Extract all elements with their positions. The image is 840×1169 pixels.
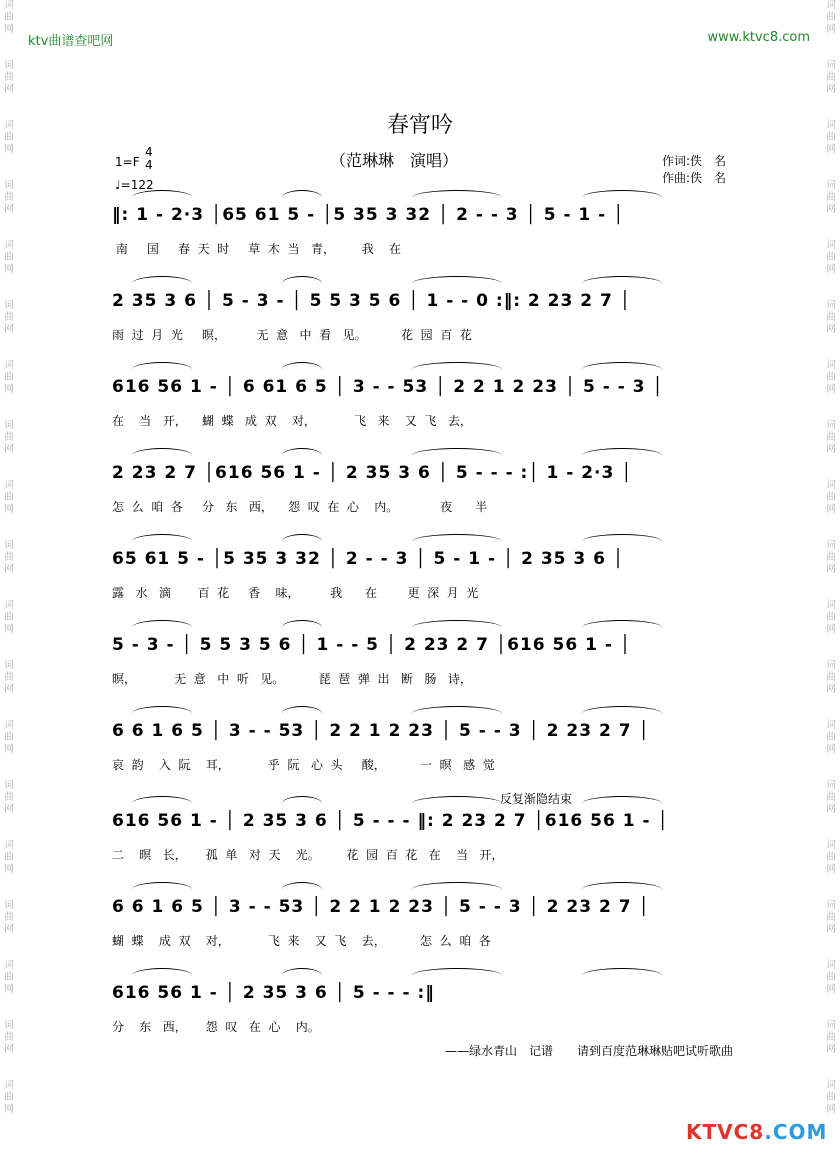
slur-mark <box>282 190 322 205</box>
watermark-right: 词 曲 网 词 曲 网 词 曲 网 词 曲 网 词 曲 网 词 曲 网 词 曲 网 词 曲 网 词 曲 网 词 曲 网 词 曲 网 词 曲 网 词 曲 网 词 曲 网 词 曲 网 词 曲 网 词 曲 网 词 曲 网 词 曲 网 <box>826 0 836 1115</box>
tempo-marking: ♩=122 <box>115 178 154 192</box>
song-performer: （范琳琳 演唱） <box>330 151 459 170</box>
time-signature <box>145 146 153 172</box>
notation-line: 65 61 5 - │5 35 3 32 │ 2 - - 3 │ 5 - 1 - │ 2 35 3 6 │ <box>112 549 625 569</box>
notation-line: 616 56 1 - │ 6 61 6 5 │ 3 - - 53 │ 2 2 1 2 23 │ 5 - - 3 │ <box>112 377 664 397</box>
site-url-link[interactable]: www.ktvc8.com <box>707 30 810 45</box>
slur-mark <box>132 968 192 983</box>
logo-part-b: .COM <box>764 1120 828 1144</box>
lyrics-line: 怎 么 咱 各 分 东 西， 怨 叹 在 心 内。 夜 半 <box>112 500 488 514</box>
slur-mark <box>412 190 502 205</box>
slur-mark <box>282 362 322 377</box>
slur-mark <box>412 968 502 983</box>
transcriber-footer: ——绿水青山 记谱 请到百度范琳琳贴吧试听歌曲 <box>445 1044 734 1058</box>
notation-line: 616 56 1 - │ 2 35 3 6 │ 5 - - - ‖: 2 23 2 7 │616 56 1 - │ <box>112 811 669 831</box>
slur-mark <box>132 362 192 377</box>
lyrics-line: 哀 韵 入 阮 耳， 乎 阮 心 头 酸， 一 暝 感 觉 <box>112 758 495 772</box>
slur-mark <box>282 620 322 635</box>
logo-part-a: KTVC8 <box>686 1120 765 1144</box>
slur-mark <box>282 968 322 983</box>
slur-mark <box>132 882 192 897</box>
slur-mark <box>132 706 192 721</box>
slur-mark <box>412 882 502 897</box>
lyrics-line: 二 暝 长， 孤 单 对 天 光。 花 园 百 花 在 当 开， <box>112 848 504 862</box>
slur-mark <box>582 796 662 811</box>
notation-line: 6 6 1 6 5 │ 3 - - 53 │ 2 2 1 2 23 │ 5 - - 3 │ 2 23 2 7 │ <box>112 721 650 741</box>
slur-mark <box>132 448 192 463</box>
slur-mark <box>282 706 322 721</box>
slur-mark <box>582 190 662 205</box>
notation-line: 5 - 3 - │ 5 5 3 5 6 │ 1 - - 5 │ 2 23 2 7 │616 56 1 - │ <box>112 635 632 655</box>
song-title: 春宵吟 <box>386 113 453 138</box>
notation-line: ‖: 1 - 2·3 │65 61 5 - │5 35 3 32 │ 2 - - 3 │ 5 - 1 - │ <box>112 205 625 225</box>
notation-line: 6 6 1 6 5 │ 3 - - 53 │ 2 2 1 2 23 │ 5 - - 3 │ 2 23 2 7 │ <box>112 897 650 917</box>
notation-line: 2 23 2 7 │616 56 1 - │ 2 35 3 6 │ 5 - - - :│ 1 - 2·3 │ <box>112 463 633 483</box>
slur-mark <box>132 796 192 811</box>
lyrics-line: 南 国 春 天 时 草 木 当 青， 我 在 <box>112 242 401 256</box>
slur-mark <box>412 362 502 377</box>
slur-mark <box>582 276 662 291</box>
lyrics-line: 露 水 滴 百 花 香 味， 我 在 更 深 月 光 <box>112 586 479 600</box>
site-name-link[interactable]: ktv曲谱查吧网 <box>28 34 114 49</box>
slur-mark <box>132 276 192 291</box>
slur-mark <box>582 968 662 983</box>
slur-mark <box>582 362 662 377</box>
composer-credit: 作曲:佚 名 <box>662 171 727 185</box>
lyrics-line: 雨 过 月 光 暝， 无 意 中 看 见。 花 园 百 花 <box>112 328 472 342</box>
slur-mark <box>412 796 502 811</box>
slur-mark <box>282 882 322 897</box>
key-signature: 1=F <box>115 155 140 169</box>
slur-mark <box>582 534 662 549</box>
lyrics-line: 分 东 西， 怨 叹 在 心 内。 <box>112 1020 320 1034</box>
slur-mark <box>282 448 322 463</box>
repeat-fade-annotation: 反复渐隐结束 <box>500 792 573 806</box>
slur-mark <box>582 620 662 635</box>
slur-mark <box>582 882 662 897</box>
slur-mark <box>282 534 322 549</box>
slur-mark <box>412 620 502 635</box>
slur-mark <box>412 448 502 463</box>
site-logo[interactable] <box>686 1120 827 1144</box>
lyricist-credit: 作词:佚 名 <box>662 154 727 168</box>
slur-mark <box>132 620 192 635</box>
slur-mark <box>132 534 192 549</box>
slur-mark <box>282 276 322 291</box>
time-signature-top: 4 <box>145 145 153 159</box>
lyrics-line: 在 当 开， 蝴 蝶 成 双 对， 飞 来 又 飞 去， <box>112 414 472 428</box>
slur-mark <box>412 534 502 549</box>
slur-mark <box>412 276 502 291</box>
slur-mark <box>132 190 192 205</box>
slur-mark <box>282 796 322 811</box>
notation-line: 2 35 3 6 │ 5 - 3 - │ 5 5 3 5 6 │ 1 - - 0 :‖: 2 23 2 7 │ <box>112 291 631 311</box>
slur-mark <box>412 706 502 721</box>
notation-line: 616 56 1 - │ 2 35 3 6 │ 5 - - - :‖ <box>112 983 435 1003</box>
lyrics-line: 蝴 蝶 成 双 对， 飞 来 又 飞 去， 怎 么 咱 各 <box>112 934 491 948</box>
slur-mark <box>582 448 662 463</box>
lyrics-line: 暝， 无 意 中 听 见。 琵 琶 弹 出 断 肠 诗， <box>112 672 472 686</box>
slur-mark <box>582 706 662 721</box>
time-signature-bottom: 4 <box>145 158 153 172</box>
watermark-left: 词 曲 网 词 曲 网 词 曲 网 词 曲 网 词 曲 网 词 曲 网 词 曲 网 词 曲 网 词 曲 网 词 曲 网 词 曲 网 词 曲 网 词 曲 网 词 曲 网 词 曲 网 词 曲 网 词 曲 网 词 曲 网 词 曲 网 <box>4 0 14 1115</box>
